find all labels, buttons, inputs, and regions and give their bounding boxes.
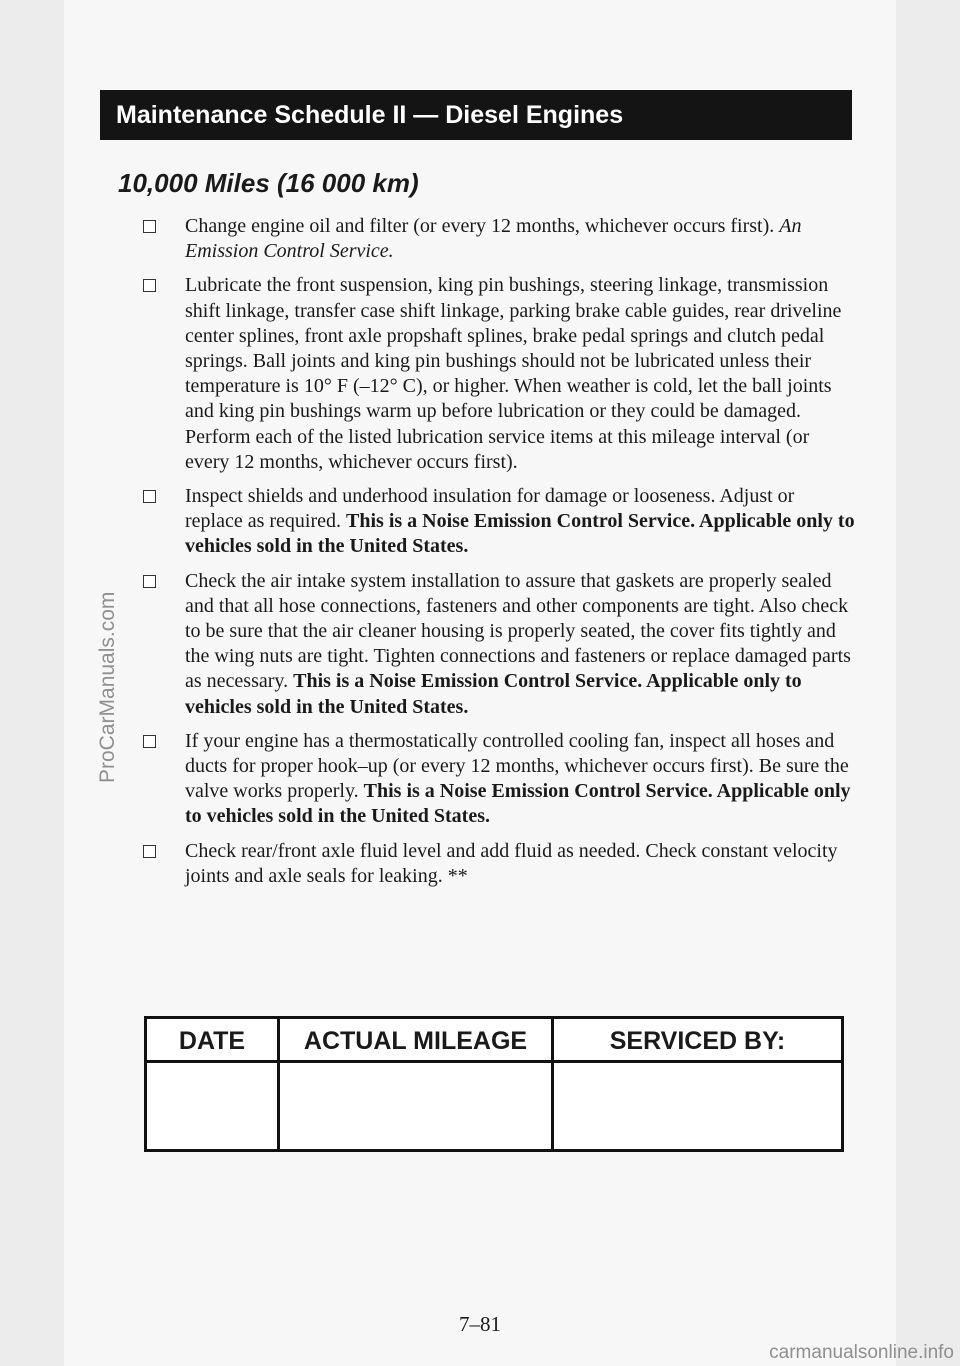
checkbox-icon[interactable] bbox=[143, 575, 156, 588]
checkbox-icon[interactable] bbox=[143, 735, 156, 748]
checklist-item bbox=[140, 484, 855, 560]
checkbox-icon[interactable] bbox=[143, 220, 156, 233]
checklist-item bbox=[140, 569, 855, 720]
checklist-item-emphasis: An Emission Control Service. bbox=[185, 215, 802, 263]
checklist-item-text: If your engine has a thermostatically controlled cooling fan, inspect all hoses and ducts for proper hook–up (or every 12 months, whichever occurs first). Be sure the valve works properly. bbox=[185, 729, 849, 803]
side-watermark: ProCarManuals.com bbox=[96, 591, 119, 783]
checklist-item-notice: This is a Noise Emission Control Service. Applicable only to vehicles sold in the United States. bbox=[185, 670, 802, 718]
maintenance-checklist bbox=[140, 214, 855, 898]
section-title: 10,000 Miles (16 000 km) bbox=[118, 168, 419, 198]
page-header-title: Maintenance Schedule II — Diesel Engines bbox=[116, 101, 624, 129]
checklist-item bbox=[140, 839, 855, 889]
checklist-item-text: Check the air intake system installation to assure that gaskets are properly sealed and that all hose connections, fasteners and other components are tight. Also check to be sure that the air cleaner housing is properly seated, the cover fits tightly and the wing nuts are tight. Tighten connections and fasteners or replace damaged parts as necessary. bbox=[185, 569, 851, 693]
date-entry-cell[interactable] bbox=[147, 1063, 277, 1149]
mileage-entry-cell[interactable] bbox=[277, 1063, 551, 1149]
checklist-item-notice: This is a Noise Emission Control Service. Applicable only to vehicles sold in the United States. bbox=[185, 780, 851, 828]
table-header-actual-mileage: ACTUAL MILEAGE bbox=[277, 1019, 551, 1063]
checkbox-icon[interactable] bbox=[143, 490, 156, 503]
page-number: 7–81 bbox=[459, 1312, 501, 1336]
service-record-table bbox=[144, 1016, 844, 1152]
table-header-serviced-by: SERVICED BY: bbox=[551, 1019, 841, 1063]
checklist-item bbox=[140, 729, 855, 830]
checklist-item-text: Inspect shields and underhood insulation for damage or looseness. Adjust or replace as required. bbox=[185, 485, 795, 533]
checklist-item-text: Change engine oil and filter (or every 12 months, whichever occurs first). bbox=[185, 215, 780, 237]
checklist-item-text: Check rear/front axle fluid level and add fluid as needed. Check constant velocity joints and axle seals for leaking. ** bbox=[185, 839, 838, 887]
page-header-banner bbox=[100, 90, 852, 140]
checklist-item bbox=[140, 214, 855, 264]
footer-watermark: carmanualsonline.info bbox=[769, 1342, 954, 1363]
serviced-by-entry-cell[interactable] bbox=[551, 1063, 841, 1149]
table-header-date: DATE bbox=[147, 1019, 277, 1063]
checkbox-icon[interactable] bbox=[143, 845, 156, 858]
checkbox-icon[interactable] bbox=[143, 279, 156, 292]
checklist-item-notice: This is a Noise Emission Control Service. Applicable only to vehicles sold in the United States. bbox=[185, 510, 855, 558]
checklist-item bbox=[140, 273, 855, 475]
checklist-item-text: Lubricate the front suspension, king pin bushings, steering linkage, transmission shift linkage, transfer case shift linkage, parking brake cable guides, rear driveline center splines, front axle propshaft splines, brake pedal springs and clutch pedal springs. Ball joints and king pin bushings should not be lubricated unless their temperature is 10° F (–12° C), or higher. When weather is cold, let the ball joints and king pin bushings warm up before lubrication or they could be damaged. Perform each of the listed lubrication service items at this mileage interval (or every 12 months, whichever occurs first). bbox=[185, 274, 842, 473]
